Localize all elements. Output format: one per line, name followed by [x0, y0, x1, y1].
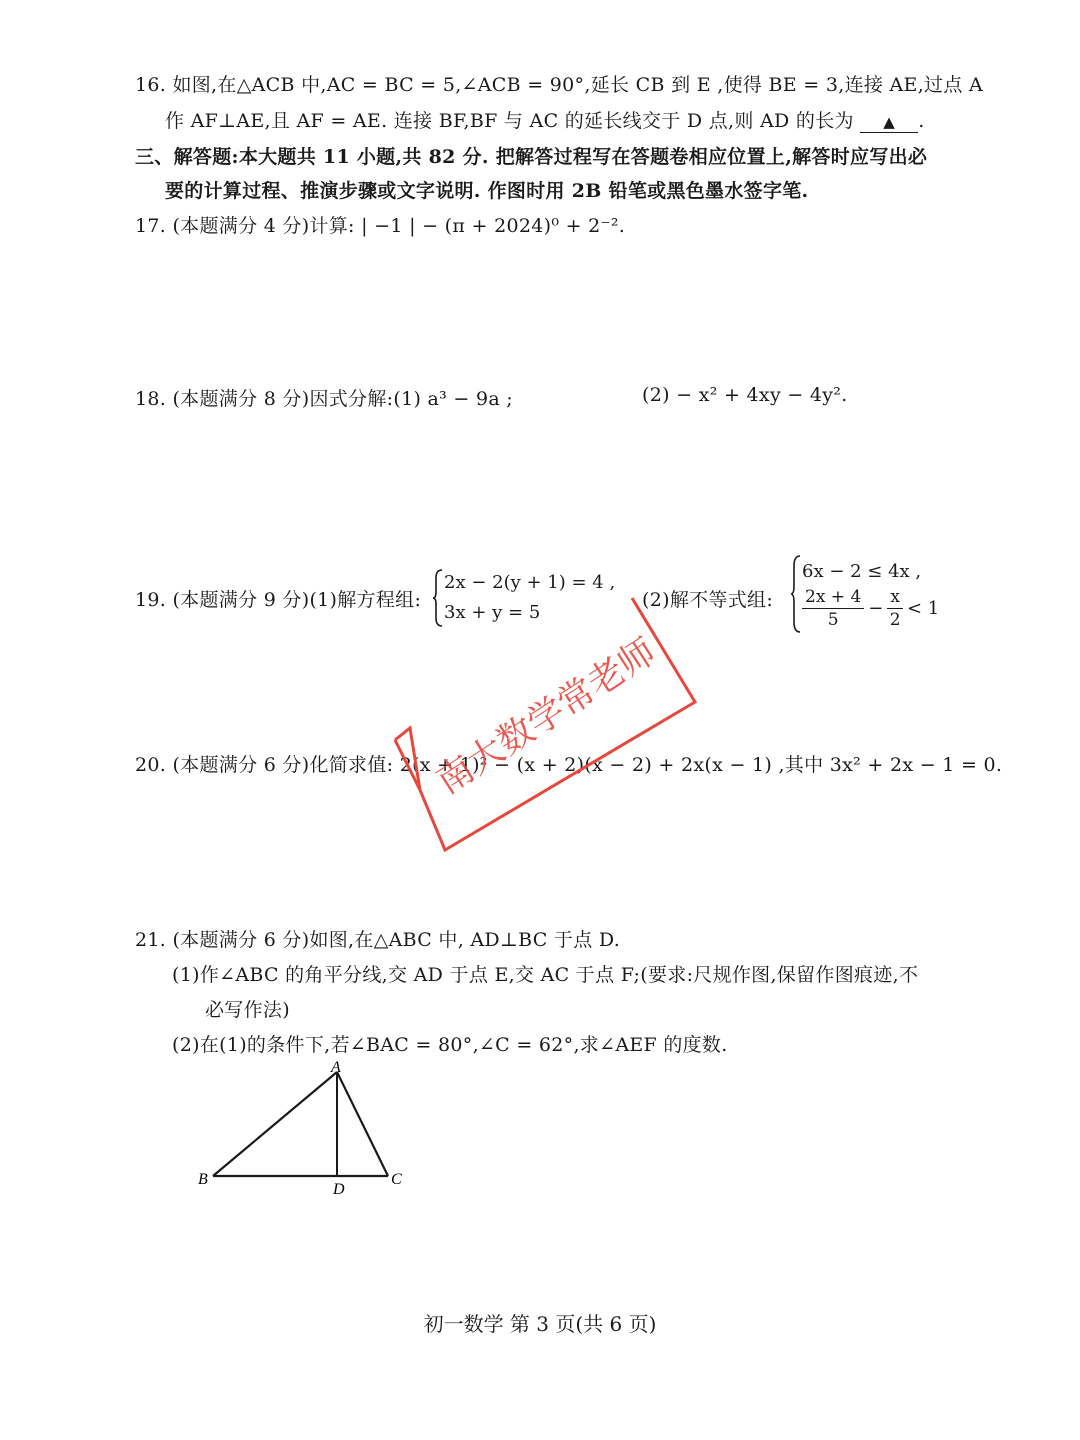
fraction-1: [802, 586, 864, 631]
side-ab: [213, 1072, 337, 1176]
frac1-den: 5: [827, 609, 839, 630]
frac1-num: 2x + 4: [802, 586, 864, 609]
q16-line1: 16. 如图,在△ACB 中,AC = BC = 5,∠ACB = 90°,延长 CB 到 E ,使得 BE = 3,连接 AE,过点 A: [135, 74, 983, 96]
q21-intro: 21. (本题满分 6 分)如图,在△ABC 中, AD⊥BC 于点 D.: [135, 929, 621, 951]
q21-part2: (2)在(1)的条件下,若∠BAC = 80°,∠C = 62°,求∠AEF 的度数.: [172, 1034, 728, 1056]
q21-part1-line1: (1)作∠ABC 的角平分线,交 AD 于点 E,交 AC 于点 F;(要求:尺规作图,保留作图痕迹,不: [172, 964, 919, 986]
left-brace-icon: [790, 554, 802, 634]
q16-line2: [165, 106, 925, 133]
q19-inequalities: [802, 558, 939, 631]
label-b: B: [198, 1171, 208, 1188]
q19-part2-label: (2)解不等式组:: [642, 589, 774, 611]
less-than-one: < 1: [906, 597, 940, 619]
q19-eq2: 3x + y = 5: [444, 602, 541, 623]
answer-blank: [860, 110, 918, 133]
label-d: D: [333, 1181, 345, 1198]
q19-inequality-system: [790, 552, 939, 636]
frac2-num: x: [887, 586, 903, 609]
q16-end: .: [918, 110, 925, 132]
label-c: C: [391, 1171, 402, 1188]
side-ac: [337, 1072, 388, 1176]
watermark-text: 南大数学常老师: [429, 630, 664, 803]
q19-part1-label: 19. (本题满分 9 分)(1)解方程组:: [135, 589, 422, 611]
triangle-figure: [190, 1058, 420, 1198]
section3-line1: 三、解答题:本大题共 11 小题,共 82 分. 把解答过程写在答题卷相应位置上,解答时应写出必: [135, 146, 928, 168]
q19-equation-system: [432, 566, 615, 630]
minus-sign: −: [868, 597, 884, 619]
q16-line2-text: 作 AF⊥AE,且 AF = AE. 连接 BF,BF 与 AC 的延长线交于 D 点,则 AD 的长为: [165, 110, 854, 132]
q19-eq1: 2x − 2(y + 1) = 4 ,: [444, 572, 616, 593]
triangle-mark-icon: ▲: [883, 113, 896, 131]
q21-part1-line2: 必写作法): [205, 999, 290, 1021]
q17-text: 17. (本题满分 4 分)计算: | −1 | − (π + 2024)⁰ + 2⁻².: [135, 215, 626, 237]
frac2-den: 2: [889, 609, 901, 630]
q20-text: 20. (本题满分 6 分)化简求值: 2(x + 1)² − (x + 2)(x − 2) + 2x(x − 1) ,其中 3x² + 2x − 1 = 0.: [135, 754, 1003, 776]
watermark-arrow-outline: [395, 598, 695, 850]
fraction-2: [887, 586, 903, 631]
section3-line2: 要的计算过程、推演步骤或文字说明. 作图时用 2B 铅笔或黑色墨水签字笔.: [165, 180, 809, 202]
q18-part1: 18. (本题满分 8 分)因式分解:(1) a³ − 9a ;: [135, 388, 514, 410]
q18-part2: (2) − x² + 4xy − 4y².: [642, 384, 848, 406]
q19-equations: [444, 568, 615, 628]
left-brace-icon: [432, 568, 444, 628]
label-a: A: [331, 1059, 341, 1076]
q19-ineq2: [802, 586, 939, 631]
page-footer: 初一数学 第 3 页(共 6 页): [423, 1312, 657, 1336]
q19-ineq1: 6x − 2 ≤ 4x ,: [802, 560, 922, 582]
